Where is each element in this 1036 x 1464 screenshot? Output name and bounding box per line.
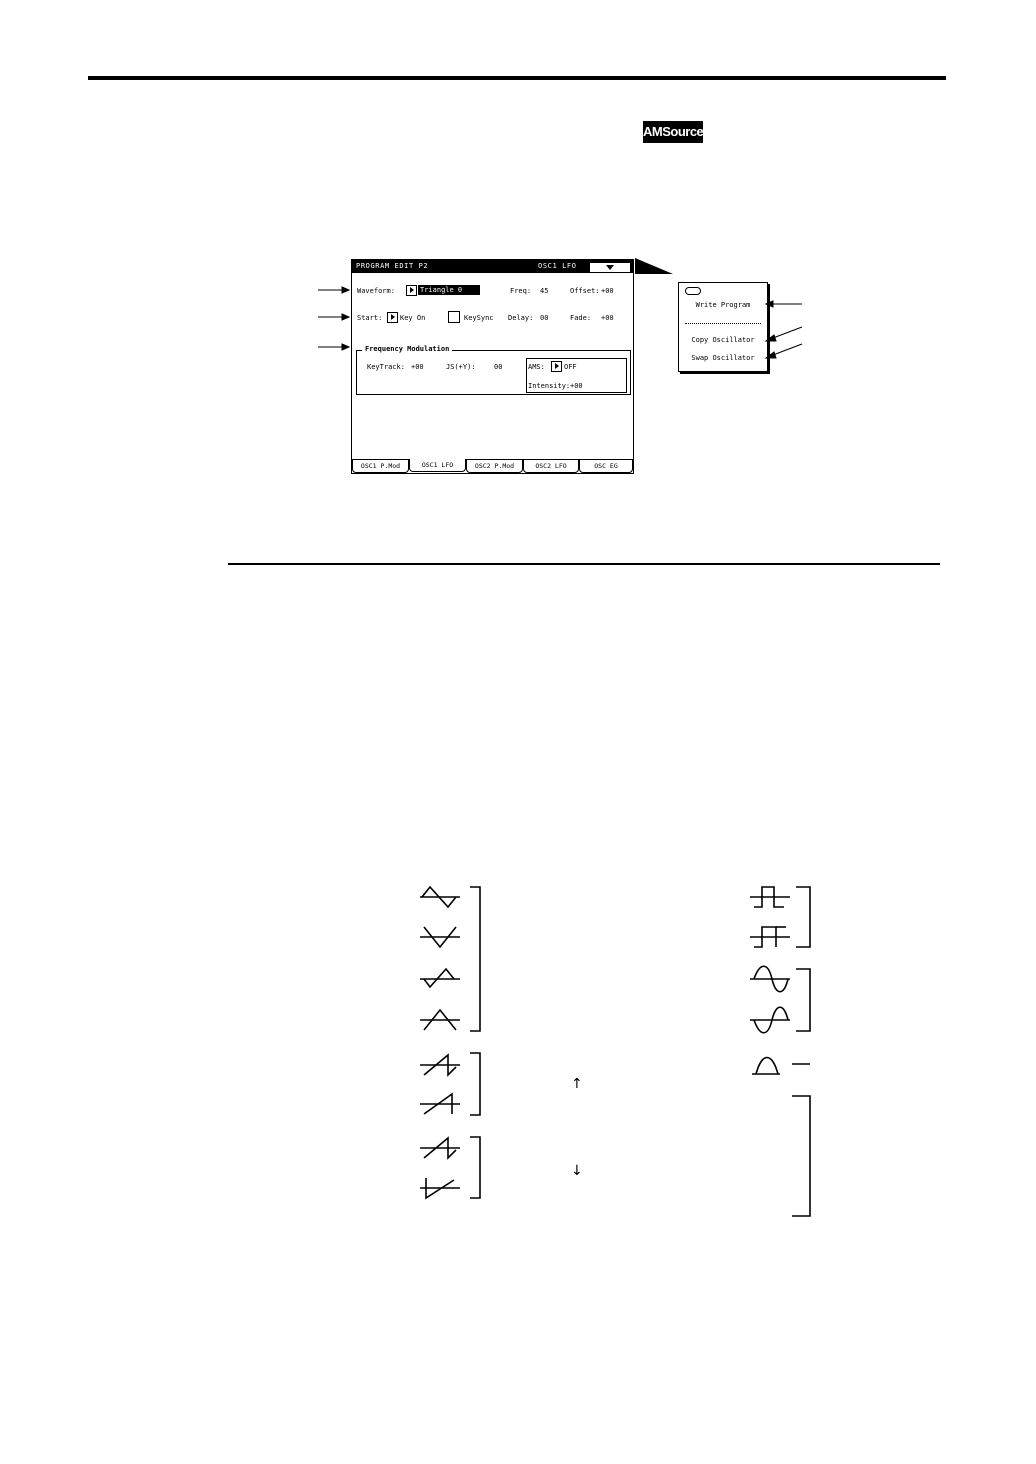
- up-arrow-glyph: ↑: [571, 1076, 583, 1092]
- keytrack-value[interactable]: +00: [411, 363, 424, 371]
- sine-0-icon: [750, 966, 790, 992]
- page-menu-button[interactable]: [589, 262, 631, 273]
- section-rule: [228, 563, 940, 565]
- keysync-checkbox[interactable]: [448, 311, 460, 323]
- triangle-0-icon: [420, 887, 460, 907]
- menu-item-swap-oscillator[interactable]: Swap Oscillator: [691, 354, 755, 362]
- tab-osc1-lfo[interactable]: OSC1 LFO: [409, 459, 466, 472]
- start-label: Start:: [357, 314, 383, 322]
- waveform-value-field[interactable]: Triangle 0: [418, 285, 480, 295]
- freq-label: Freq:: [510, 287, 532, 295]
- amsource-badge: AMSource: [643, 121, 703, 143]
- page-tabs: [352, 459, 633, 473]
- popup-pointer: [635, 258, 675, 276]
- ams-popup-arrow[interactable]: [551, 361, 562, 372]
- tab-osc1-pmod[interactable]: OSC1 P.Mod: [352, 459, 409, 473]
- fade-value[interactable]: +00: [601, 314, 614, 322]
- js-label: JS(+Y):: [446, 363, 476, 371]
- menu-item-copy-oscillator[interactable]: Copy Oscillator: [691, 336, 755, 344]
- keytrack-label: KeyTrack:: [367, 363, 405, 371]
- menu-separator: [685, 323, 761, 324]
- ams-value[interactable]: OFF: [564, 363, 577, 371]
- tab-osc-eg[interactable]: OSC EG: [579, 459, 633, 473]
- page-menu-popup: [678, 282, 768, 372]
- square-0-icon: [750, 887, 790, 907]
- ams-label: AMS:: [528, 363, 545, 371]
- clip-icon: [685, 287, 701, 295]
- keysync-label: KeySync: [464, 314, 494, 322]
- bracket-saw-up: [470, 1053, 480, 1115]
- bracket-square: [796, 887, 810, 947]
- guitar-icon: [752, 1058, 810, 1075]
- bracket-saw-down: [470, 1137, 480, 1198]
- square-180-icon: [750, 927, 790, 947]
- bracket-random: [792, 1096, 810, 1216]
- callout-arrows-left: [318, 283, 352, 353]
- delay-label: Delay:: [508, 314, 534, 322]
- menu-item-write-program[interactable]: Write Program: [695, 301, 751, 309]
- saw-down-0-icon: [420, 1138, 460, 1158]
- intensity-value[interactable]: +00: [570, 382, 583, 390]
- top-rule: [88, 76, 946, 80]
- waveform-popup-arrow[interactable]: [406, 285, 417, 296]
- bracket-triangle: [470, 887, 480, 1031]
- frequency-modulation-title: Frequency Modulation: [362, 345, 452, 353]
- freq-value[interactable]: 45: [540, 287, 549, 295]
- lcd-title-bar: [352, 260, 633, 273]
- callout-arrows-right: [764, 295, 804, 365]
- fade-label: Fade:: [570, 314, 592, 322]
- triangle-90-icon: [420, 927, 460, 947]
- intensity-label: Intensity:: [528, 382, 571, 390]
- page-name: OSC1 LFO: [538, 262, 577, 270]
- saw-up-180-icon: [420, 1094, 460, 1114]
- offset-value[interactable]: +00: [601, 287, 614, 295]
- triangle-180-icon: [420, 969, 460, 987]
- tab-osc2-lfo[interactable]: OSC2 LFO: [523, 459, 579, 473]
- bracket-sine: [796, 969, 810, 1031]
- tab-osc2-pmod[interactable]: OSC2 P.Mod: [466, 459, 523, 473]
- saw-down-180-icon: [420, 1178, 460, 1198]
- waveform-label: Waveform:: [357, 287, 395, 295]
- saw-up-0-icon: [420, 1055, 460, 1075]
- lcd-screen: [351, 259, 634, 474]
- start-popup-arrow[interactable]: [387, 312, 398, 323]
- js-value[interactable]: 00: [494, 363, 503, 371]
- down-arrow-glyph: ↓: [571, 1163, 583, 1179]
- lfo-waveform-diagram: [410, 880, 830, 1225]
- sine-180-icon: [750, 1007, 790, 1033]
- start-value[interactable]: Key On: [400, 314, 426, 322]
- page-title: PROGRAM EDIT P2: [356, 262, 429, 270]
- triangle-270-icon: [420, 1010, 460, 1030]
- offset-label: Offset:: [570, 287, 600, 295]
- delay-value[interactable]: 00: [540, 314, 549, 322]
